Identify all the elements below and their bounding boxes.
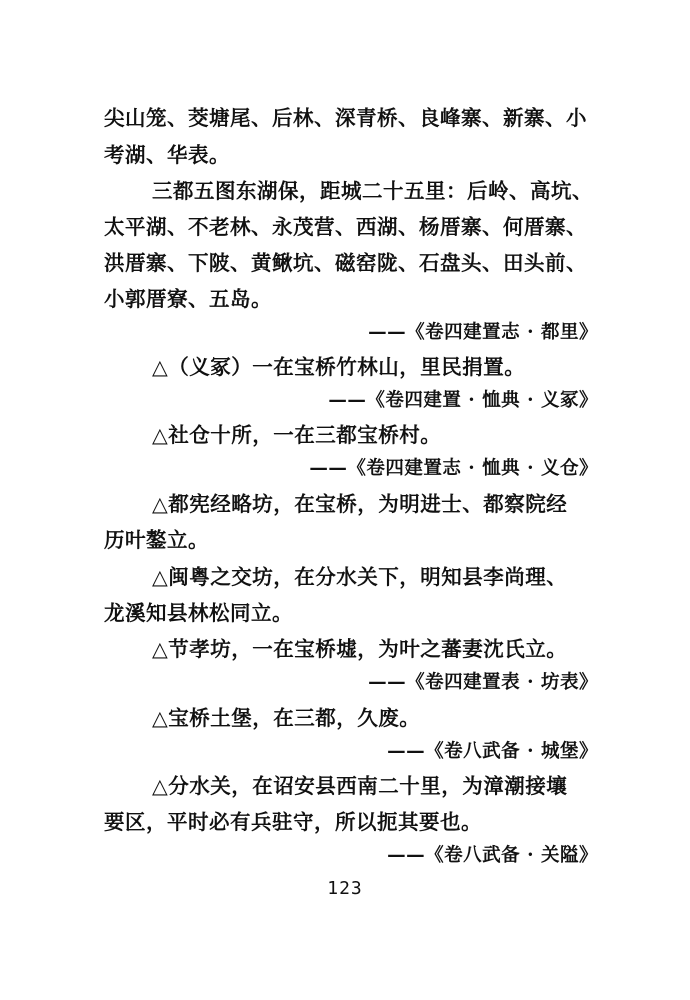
source-citation: ——《卷四建置表 · 坊表》 xyxy=(368,672,598,693)
text-line: △分水关，在诏安县西南二十里，为漳潮接壤 xyxy=(152,774,568,798)
text-line: △宝桥土堡，在三都，久废。 xyxy=(152,706,421,730)
source-citation: ——《卷八武备 · 城堡》 xyxy=(387,741,598,762)
text-line: △闽粤之交坊，在分水关下，明知县李尚理、 xyxy=(152,565,568,589)
page-number: 123 xyxy=(327,878,363,899)
text-line: 历叶鏊立。 xyxy=(104,528,209,552)
text-line: 要区，平时必有兵驻守，所以扼其要也。 xyxy=(104,810,482,834)
text-line: △节孝坊，一在宝桥墟，为叶之蕃妻沈氏立。 xyxy=(152,637,568,661)
source-citation: ——《卷四建置 · 恤典 · 义冢》 xyxy=(328,390,598,411)
text-line: 考湖、华表。 xyxy=(104,143,230,167)
source-citation: ——《卷四建置志 · 都里》 xyxy=(368,322,598,343)
text-line: 龙溪知县林松同立。 xyxy=(104,601,293,625)
text-line: △（义冢）一在宝桥竹林山，里民捐置。 xyxy=(152,355,526,379)
text-line: 尖山笼、茭塘尾、后林、深青桥、良峰寨、新寨、小 xyxy=(104,106,587,130)
text-line: △都宪经略坊，在宝桥，为明进士、都察院经 xyxy=(152,492,568,516)
text-line: 小郭厝寮、五岛。 xyxy=(104,287,272,311)
source-citation: ——《卷四建置志 · 恤典 · 义仓》 xyxy=(309,458,598,479)
text-line: 太平湖、不老林、永茂营、西湖、杨厝寨、何厝寨、 xyxy=(104,215,587,239)
text-line: 三都五图东湖保，距城二十五里：后岭、高坑、 xyxy=(152,179,593,203)
source-citation: ——《卷八武备 · 关隘》 xyxy=(387,845,598,866)
text-line: 洪厝寨、下陂、黄鳅坑、磁窑陇、石盘头、田头前、 xyxy=(104,251,587,275)
text-line: △社仓十所，一在三都宝桥村。 xyxy=(152,423,442,447)
